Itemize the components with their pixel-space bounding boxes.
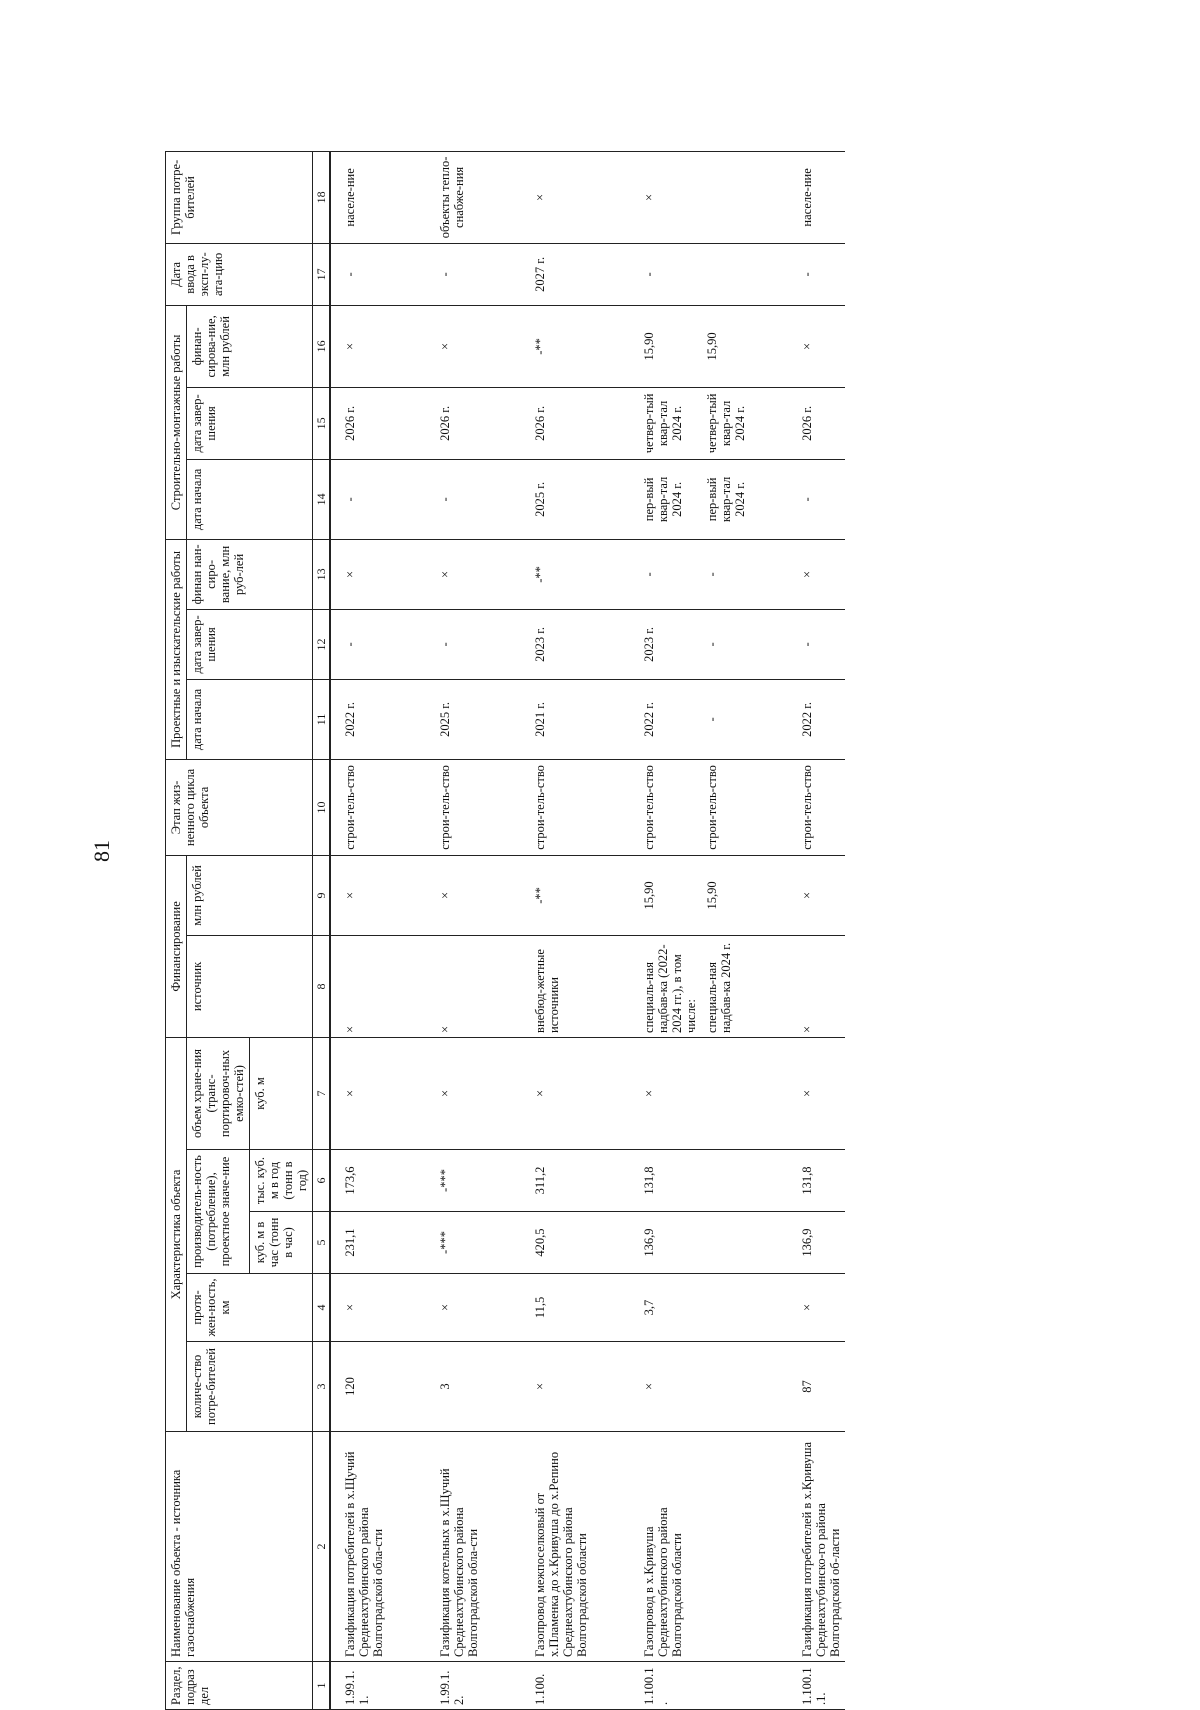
table-cell: × bbox=[750, 935, 845, 1037]
table-cell: строи-тель-ство bbox=[483, 759, 592, 855]
table-cell: 136,9 bbox=[750, 1212, 845, 1274]
table-cell: Газификация потребителей в х.Кривуша Среднеахтубинско-го района Волгоградской об-ласти bbox=[750, 1432, 845, 1662]
table-cell: × bbox=[388, 1037, 483, 1149]
header-section: Раздел, подраздел bbox=[166, 1662, 313, 1710]
table-cell: Газопровод в х.Кривуша Среднеахтубинского района Волгоградской области bbox=[592, 1432, 701, 1662]
table-cell: 2026 г. bbox=[483, 387, 592, 459]
table-cell: 2025 г. bbox=[483, 459, 592, 539]
table-cell: × bbox=[592, 1037, 701, 1149]
column-number: 13 bbox=[313, 539, 331, 609]
table-cell: × bbox=[330, 305, 388, 387]
table-cell: 2026 г. bbox=[388, 387, 483, 459]
column-number: 18 bbox=[313, 151, 331, 243]
table-cell: 1.99.1.1. bbox=[330, 1662, 388, 1710]
table-cell: 2021 г. bbox=[483, 679, 592, 759]
table-cell: × bbox=[750, 1037, 845, 1149]
table-cell bbox=[701, 151, 750, 243]
table-row bbox=[330, 151, 388, 1709]
table-cell: 131,8 bbox=[750, 1150, 845, 1212]
table-cell: -*** bbox=[388, 1150, 483, 1212]
table-cell: - bbox=[330, 609, 388, 679]
table-cell: - bbox=[592, 539, 701, 609]
header-cap-hour: куб. м в час (тонн в час) bbox=[250, 1212, 313, 1274]
table-cell bbox=[701, 243, 750, 305]
table-cell: 2026 г. bbox=[750, 387, 845, 459]
table-cell: × bbox=[592, 1342, 701, 1432]
header-name: Наименование объекта - источника газоснабжения bbox=[166, 1432, 313, 1662]
table-cell: -** bbox=[483, 855, 592, 935]
table-cell: специаль-ная надбав-ка (2022-2024 гг.), в том числе: bbox=[592, 935, 701, 1037]
column-number: 6 bbox=[313, 1150, 331, 1212]
table-cell: Газопровод межпоселковый от х.Пламенка до х.Кривуша до х.Репино Среднеахтубинского района Волгоградской области bbox=[483, 1432, 592, 1662]
table-cell: 2022 г. bbox=[592, 679, 701, 759]
header-fin-amount: млн рублей bbox=[187, 855, 313, 935]
table-cell: 3 bbox=[388, 1342, 483, 1432]
table-cell: -** bbox=[483, 539, 592, 609]
table-cell: строи-тель-ство bbox=[388, 759, 483, 855]
header-length: протя-жен-ность, км bbox=[187, 1274, 313, 1342]
table-cell: Газификация котельных в х.Щучий Среднеахтубинского района Волгоградской обла-сти bbox=[388, 1432, 483, 1662]
header-consumer-group: Группа потре-бителей bbox=[166, 151, 313, 243]
table-cell: × bbox=[388, 1274, 483, 1342]
header-design: Проектные и изыскательские работы bbox=[166, 539, 187, 759]
column-number: 7 bbox=[313, 1037, 331, 1149]
table-cell: 136,9 bbox=[592, 1212, 701, 1274]
table-cell: 11,5 bbox=[483, 1274, 592, 1342]
table-cell: × bbox=[330, 1037, 388, 1149]
rotated-table-container bbox=[165, 156, 1200, 1710]
column-number: 4 bbox=[313, 1274, 331, 1342]
table-cell bbox=[701, 1274, 750, 1342]
header-design-start: дата начала bbox=[187, 679, 313, 759]
header-financing: Финансирование bbox=[166, 855, 187, 1037]
table-cell: × bbox=[388, 855, 483, 935]
column-number: 8 bbox=[313, 935, 331, 1037]
table-cell: строи-тель-ство bbox=[701, 759, 750, 855]
table-cell: 2023 г. bbox=[483, 609, 592, 679]
table-cell: - bbox=[592, 243, 701, 305]
table-cell bbox=[701, 1662, 750, 1710]
column-number: 10 bbox=[313, 759, 331, 855]
table-cell: - bbox=[330, 459, 388, 539]
table-cell: × bbox=[330, 1274, 388, 1342]
table-cell: объекты тепло-снабже-ния bbox=[388, 151, 483, 243]
table-cell: 15,90 bbox=[701, 305, 750, 387]
column-number: 12 bbox=[313, 609, 331, 679]
table-cell: -** bbox=[483, 305, 592, 387]
page-number: 81 bbox=[89, 840, 114, 862]
table-cell: × bbox=[750, 305, 845, 387]
table-cell: 2025 г. bbox=[388, 679, 483, 759]
table-cell: 15,90 bbox=[592, 855, 701, 935]
table-cell: четвер-тый квар-тал 2024 г. bbox=[592, 387, 701, 459]
table-cell: × bbox=[330, 539, 388, 609]
table-cell: - bbox=[388, 609, 483, 679]
table-cell: - bbox=[701, 679, 750, 759]
table-cell: 173,6 bbox=[330, 1150, 388, 1212]
column-numbers-row bbox=[313, 151, 331, 1709]
table-cell: × bbox=[330, 855, 388, 935]
table-cell: 1.100. bbox=[483, 1662, 592, 1710]
table-cell: - bbox=[701, 609, 750, 679]
column-number: 9 bbox=[313, 855, 331, 935]
table-row bbox=[750, 151, 845, 1709]
table-cell: Газификация потребителей в х.Щучий Среднеахтубинского района Волгоградской обла-сти bbox=[330, 1432, 388, 1662]
table-row bbox=[592, 151, 701, 1709]
table-cell: 2026 г. bbox=[330, 387, 388, 459]
table-cell: × bbox=[483, 1342, 592, 1432]
header-lifecycle: Этап жиз-ненного цикла объекта bbox=[166, 759, 313, 855]
table-cell: специаль-ная надбав-ка 2024 г. bbox=[701, 935, 750, 1037]
column-number: 11 bbox=[313, 679, 331, 759]
header-design-fin: финан нан-сиро-вание, млн руб-лей bbox=[187, 539, 313, 609]
header-design-end: дата завер-шения bbox=[187, 609, 313, 679]
table-row bbox=[701, 151, 750, 1709]
table-row bbox=[388, 151, 483, 1709]
gas-supply-table bbox=[165, 151, 845, 1710]
table-cell bbox=[701, 1432, 750, 1662]
column-number: 14 bbox=[313, 459, 331, 539]
header-consumers-count: количе-ство потре-бителей bbox=[187, 1342, 313, 1432]
table-cell: четвер-тый квар-тал 2024 г. bbox=[701, 387, 750, 459]
table-cell: - bbox=[388, 243, 483, 305]
column-number: 17 bbox=[313, 243, 331, 305]
column-number: 16 bbox=[313, 305, 331, 387]
table-cell: 15,90 bbox=[701, 855, 750, 935]
header-characteristics: Характеристика объекта bbox=[166, 1037, 187, 1431]
table-cell: 311,2 bbox=[483, 1150, 592, 1212]
table-cell: 1.100.1.1. bbox=[750, 1662, 845, 1710]
table-cell: строи-тель-ство bbox=[330, 759, 388, 855]
table-row bbox=[483, 151, 592, 1709]
table-cell: × bbox=[483, 1037, 592, 1149]
header-constr-fin: финан-сирова-ние, млн рублей bbox=[187, 305, 313, 387]
table-cell: 3,7 bbox=[592, 1274, 701, 1342]
table-cell: пер-вый квар-тал 2024 г. bbox=[701, 459, 750, 539]
table-cell: × bbox=[483, 151, 592, 243]
table-cell: × bbox=[750, 539, 845, 609]
table-cell bbox=[701, 1037, 750, 1149]
column-number: 15 bbox=[313, 387, 331, 459]
table-body bbox=[330, 151, 845, 1709]
column-number: 2 bbox=[313, 1432, 331, 1662]
header-storage: объем хране-ния (транс-портировоч-ных емко-стей) bbox=[187, 1037, 250, 1149]
table-cell: 2027 г. bbox=[483, 243, 592, 305]
table-cell: × bbox=[388, 539, 483, 609]
header-commission: Дата ввода в эксп-лу-ата-цию bbox=[166, 243, 313, 305]
header-capacity: производитель-ность (потребление), проектное значе-ние bbox=[187, 1150, 250, 1274]
table-cell: 1.99.1.2. bbox=[388, 1662, 483, 1710]
table-cell: 2022 г. bbox=[330, 679, 388, 759]
table-cell: × bbox=[750, 855, 845, 935]
table-cell: строи-тель-ство bbox=[750, 759, 845, 855]
table-cell: 2022 г. bbox=[750, 679, 845, 759]
table-cell: 2023 г. bbox=[592, 609, 701, 679]
table-cell: 1.100.1. bbox=[592, 1662, 701, 1710]
table-cell: × bbox=[330, 935, 388, 1037]
header-storage-unit: куб. м bbox=[250, 1037, 313, 1149]
table-cell: - bbox=[750, 243, 845, 305]
table-cell bbox=[701, 1212, 750, 1274]
table-cell: × bbox=[592, 151, 701, 243]
column-number: 3 bbox=[313, 1342, 331, 1432]
header-cap-year: тыс. куб. м в год (тонн в год) bbox=[250, 1150, 313, 1212]
header-construction: Строительно-монтажные работы bbox=[166, 305, 187, 539]
header-constr-end: дата завер-шения bbox=[187, 387, 313, 459]
table-cell: 87 bbox=[750, 1342, 845, 1432]
table-cell bbox=[701, 1342, 750, 1432]
table-cell bbox=[701, 1150, 750, 1212]
table-cell: 15,90 bbox=[592, 305, 701, 387]
header-constr-start: дата начала bbox=[187, 459, 313, 539]
column-number: 5 bbox=[313, 1212, 331, 1274]
table-cell: населе-ние bbox=[750, 151, 845, 243]
table-cell: 120 bbox=[330, 1342, 388, 1432]
table-cell: внебюд-жетные источники bbox=[483, 935, 592, 1037]
table-cell: × bbox=[750, 1274, 845, 1342]
table-cell: строи-тель-ство bbox=[592, 759, 701, 855]
table-cell: 131,8 bbox=[592, 1150, 701, 1212]
table-cell: - bbox=[330, 243, 388, 305]
table-cell: - bbox=[750, 459, 845, 539]
table-cell: × bbox=[388, 305, 483, 387]
table-cell: - bbox=[750, 609, 845, 679]
table-cell: - bbox=[388, 459, 483, 539]
table-cell: 231,1 bbox=[330, 1212, 388, 1274]
table-cell: 420,5 bbox=[483, 1212, 592, 1274]
table-cell: пер-вый квар-тал 2024 г. bbox=[592, 459, 701, 539]
table-cell: × bbox=[388, 935, 483, 1037]
column-number: 1 bbox=[313, 1662, 331, 1710]
header-fin-source: источник bbox=[187, 935, 313, 1037]
table-cell: населе-ние bbox=[330, 151, 388, 243]
table-cell: -*** bbox=[388, 1212, 483, 1274]
table-cell: - bbox=[701, 539, 750, 609]
